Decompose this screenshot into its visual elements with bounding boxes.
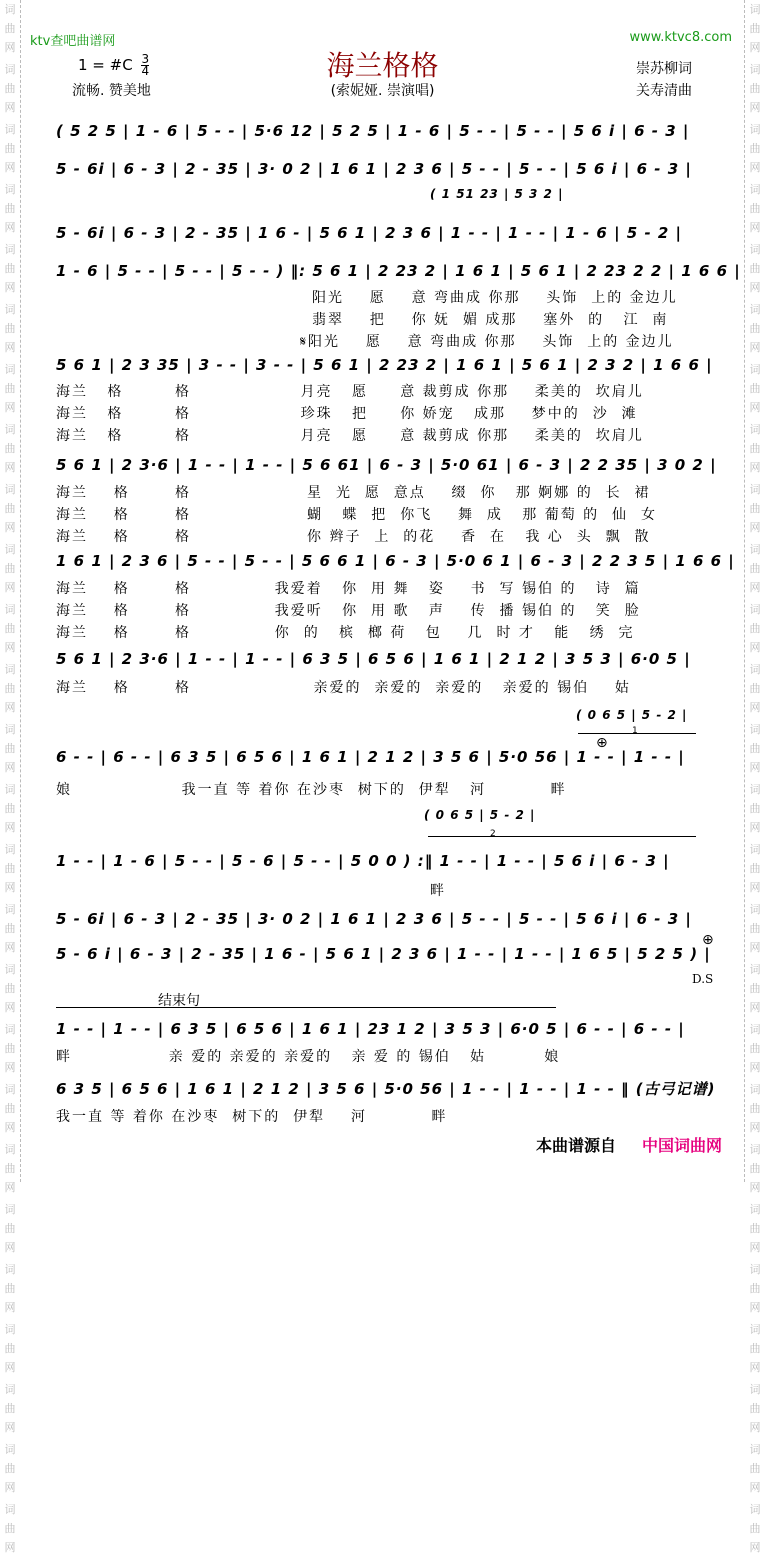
notation-line: 1 6 1 | 2 3 6 | 5 - - | 5 - - | 5 6 6 1 | 6 - 3 | 5·0 6 1 | 6 - 3 | 2 2 3 5 | 1 6 6 | [56, 552, 735, 570]
watermark-char: 曲 [4, 622, 16, 635]
notation-line: 6 3 5 | 6 5 6 | 1 6 1 | 2 1 2 | 3 5 6 | 5·0 56 | 1 - - | 1 - - | 1 - - ‖ (古弓记谱) [56, 1080, 716, 1098]
watermark-char: 词 [4, 243, 16, 256]
watermark-char: 词 [4, 363, 16, 376]
watermark-char: 曲 [749, 262, 761, 275]
notation-line: 5 6 1 | 2 3·6 | 1 - - | 1 - - | 5 6 61 | 6 - 3 | 5·0 61 | 6 - 3 | 2 2 35 | 3 0 2 | [56, 456, 717, 474]
watermark-char: 网 [749, 281, 761, 294]
watermark-char: 曲 [749, 502, 761, 515]
watermark-char: 词 [749, 1503, 761, 1516]
watermark-char: 曲 [749, 1042, 761, 1055]
notation-line: 1 - 6 | 5 - - | 5 - - | 5 - - ) ‖: 5 6 1 | 2 23 2 | 1 6 1 | 5 6 1 | 2 23 2 2 | 1 6 6 | [56, 262, 741, 280]
watermark-char: 词 [4, 123, 16, 136]
lyrics-line: 娘 我一直 等 着你 在沙枣 树下的 伊犁 河 畔 [56, 782, 567, 798]
watermark-char: 词 [4, 1023, 16, 1036]
watermark-char: 网 [749, 941, 761, 954]
watermark-char: 曲 [749, 1402, 761, 1415]
notation-line: ( 0 6 5 | 5 - 2 | [576, 708, 688, 722]
lyrics-line: 海兰 格 格 月亮 愿 意 裁剪成 你那 柔美的 坎肩儿 [56, 428, 644, 444]
watermark-char: 网 [749, 581, 761, 594]
watermark-char: 网 [749, 1181, 761, 1194]
watermark-char: 词 [4, 1263, 16, 1276]
watermark-char: 词 [749, 123, 761, 136]
notation-line: 5 6 1 | 2 3 35 | 3 - - | 3 - - | 5 6 1 | 2 23 2 | 1 6 1 | 5 6 1 | 2 3 2 | 1 6 6 | [56, 356, 713, 374]
watermark-char: 词 [4, 423, 16, 436]
notation-line: ( 1 51 23 | 5 3 2 | [430, 187, 564, 201]
watermark-char: 曲 [4, 22, 16, 35]
watermark-char: 词 [4, 1323, 16, 1336]
watermark-char: 词 [749, 543, 761, 556]
watermark-char: 曲 [749, 802, 761, 815]
watermark-char: 网 [749, 401, 761, 414]
lyrics-line: 海兰 格 格 你 的 槟 榔 荷 包 几 时 才 能 绣 完 [56, 625, 635, 641]
notation-line: 5 - 6i | 6 - 3 | 2 - 35 | 3· 0 2 | 1 6 1 | 2 3 6 | 5 - - | 5 - - | 5 6 i | 6 - 3 | [56, 910, 692, 928]
watermark-char: 曲 [749, 922, 761, 935]
watermark-char: 词 [749, 603, 761, 616]
watermark-char: 网 [749, 521, 761, 534]
watermark-char: 曲 [749, 1162, 761, 1175]
watermark-char: 词 [4, 303, 16, 316]
right-margin-watermark [744, 0, 765, 1554]
watermark-char: 网 [749, 161, 761, 174]
watermark-char: 网 [4, 581, 16, 594]
watermark-char: 词 [749, 1323, 761, 1336]
watermark-char: 曲 [4, 802, 16, 815]
watermark-char: 词 [749, 783, 761, 796]
watermark-char: 网 [4, 1301, 16, 1314]
watermark-char: 曲 [4, 1402, 16, 1415]
watermark-char: 曲 [749, 562, 761, 575]
watermark-char: 曲 [4, 862, 16, 875]
notation-line: 5 - 6i | 6 - 3 | 2 - 35 | 3· 0 2 | 1 6 1 | 2 3 6 | 5 - - | 5 - - | 5 6 i | 6 - 3 | [56, 160, 692, 178]
notation-line: 1 - - | 1 - - | 6 3 5 | 6 5 6 | 1 6 1 | 23 1 2 | 3 5 3 | 6·0 5 | 6 - - | 6 - - | [56, 1020, 685, 1038]
watermark-char: 词 [749, 663, 761, 676]
notation-line: 5 - 6i | 6 - 3 | 2 - 35 | 1 6 - | 5 6 1 | 2 3 6 | 1 - - | 1 - - | 1 - 6 | 5 - 2 | [56, 224, 683, 242]
watermark-char: 网 [749, 1241, 761, 1254]
watermark-char: 曲 [749, 982, 761, 995]
source-label: 本曲谱源自 [536, 1136, 617, 1155]
watermark-char: 词 [4, 783, 16, 796]
watermark-char: 网 [749, 821, 761, 834]
volta-2-label: 2 [490, 829, 496, 839]
watermark-char: 网 [749, 101, 761, 114]
watermark-char: 网 [4, 101, 16, 114]
watermark-char: 词 [749, 1383, 761, 1396]
watermark-char: 网 [4, 1481, 16, 1494]
watermark-char: 曲 [749, 622, 761, 635]
watermark-char: 网 [749, 641, 761, 654]
watermark-char: 网 [4, 161, 16, 174]
lyricist-credit: 崇苏柳词 [636, 61, 692, 77]
watermark-char: 网 [4, 701, 16, 714]
notation-line: 6 - - | 6 - - | 6 3 5 | 6 5 6 | 1 6 1 | 2 1 2 | 3 5 6 | 5·0 56 | 1 - - | 1 - - | [56, 748, 685, 766]
watermark-char: 网 [4, 1361, 16, 1374]
time-signature: $\frac{3}{4}$ [141, 52, 150, 78]
watermark-char: 词 [4, 183, 16, 196]
watermark-char: 曲 [749, 202, 761, 215]
coda-icon: ⊕ [702, 932, 714, 948]
watermark-char: 曲 [4, 82, 16, 95]
watermark-char: 曲 [749, 1462, 761, 1475]
watermark-char: 词 [749, 243, 761, 256]
watermark-char: 词 [4, 663, 16, 676]
watermark-char: 词 [4, 723, 16, 736]
watermark-char: 词 [4, 1083, 16, 1096]
watermark-char: 网 [4, 1541, 16, 1554]
watermark-char: 网 [4, 1001, 16, 1014]
watermark-char: 网 [4, 1181, 16, 1194]
key-label: 1 = #C [78, 56, 133, 74]
watermark-char: 曲 [4, 922, 16, 935]
watermark-char: 曲 [4, 322, 16, 335]
watermark-char: 曲 [4, 1102, 16, 1115]
watermark-char: 曲 [4, 142, 16, 155]
watermark-char: 网 [749, 701, 761, 714]
watermark-char: 曲 [749, 1102, 761, 1115]
watermark-char: 词 [4, 1383, 16, 1396]
watermark-char: 词 [749, 63, 761, 76]
watermark-char: 词 [749, 1203, 761, 1216]
watermark-char: 网 [4, 221, 16, 234]
watermark-char: 网 [749, 1361, 761, 1374]
watermark-char: 词 [749, 1443, 761, 1456]
watermark-char: 词 [4, 1503, 16, 1516]
watermark-char: 词 [4, 483, 16, 496]
volta-1-label: 1 [632, 726, 638, 736]
watermark-char: 词 [4, 963, 16, 976]
watermark-char: 曲 [4, 1162, 16, 1175]
watermark-char: 词 [4, 903, 16, 916]
watermark-char: 曲 [4, 1522, 16, 1535]
watermark-char: 网 [749, 1121, 761, 1134]
watermark-char: 词 [749, 3, 761, 16]
watermark-char: 词 [749, 723, 761, 736]
lyrics-line: 畔 亲 爱的 亲爱的 亲爱的 亲 爱 的 锡伯 姑 娘 [56, 1049, 561, 1065]
watermark-char: 词 [749, 843, 761, 856]
ending-section-label: 结束句 [158, 993, 200, 1009]
watermark-char: 网 [4, 341, 16, 354]
watermark-char: 词 [749, 303, 761, 316]
watermark-char: 曲 [749, 382, 761, 395]
watermark-char: 词 [749, 1023, 761, 1036]
watermark-char: 词 [749, 183, 761, 196]
watermark-char: 曲 [4, 262, 16, 275]
watermark-char: 曲 [749, 862, 761, 875]
watermark-char: 曲 [749, 22, 761, 35]
watermark-char: 曲 [749, 322, 761, 335]
watermark-char: 曲 [749, 442, 761, 455]
watermark-char: 词 [4, 63, 16, 76]
watermark-char: 网 [4, 1061, 16, 1074]
watermark-char: 曲 [4, 1222, 16, 1235]
watermark-char: 网 [4, 521, 16, 534]
site-url-right[interactable]: www.ktvc8.com [629, 30, 732, 45]
lyrics-line: 海兰 格 格 月亮 愿 意 裁剪成 你那 柔美的 坎肩儿 [56, 384, 644, 400]
lyrics-line: 翡翠 把 你 妩 媚 成那 塞外 的 江 南 [312, 312, 669, 328]
watermark-char: 网 [4, 41, 16, 54]
watermark-char: 曲 [4, 1042, 16, 1055]
site-name-left[interactable]: ktv查吧曲谱网 [30, 34, 116, 49]
lyrics-line: 海兰 格 格 亲爱的 亲爱的 亲爱的 亲爱的 锡伯 姑 [56, 680, 631, 696]
lyrics-line: 海兰 格 格 你 辫子 上 的花 香 在 我 心 头 飘 散 [56, 529, 651, 545]
watermark-char: 词 [4, 1203, 16, 1216]
watermark-char: 网 [4, 1241, 16, 1254]
watermark-char: 词 [4, 603, 16, 616]
lyrics-line: 我一直 等 着你 在沙枣 树下的 伊犁 河 畔 [56, 1109, 448, 1125]
watermark-char: 词 [4, 1143, 16, 1156]
dal-segno-label: D.S [692, 972, 714, 986]
watermark-char: 词 [4, 1443, 16, 1456]
watermark-char: 网 [4, 1121, 16, 1134]
watermark-char: 网 [749, 1061, 761, 1074]
volta-2-bracket [428, 836, 696, 837]
watermark-char: 网 [749, 1541, 761, 1554]
lyrics-line: 阳光 愿 意 弯曲成 你那 头饰 上的 金边儿 [312, 290, 678, 306]
watermark-char: 词 [749, 483, 761, 496]
lyrics-line: 海兰 格 格 星 光 愿 意点 缀 你 那 婀娜 的 长 裙 [56, 485, 651, 501]
lyrics-line: 畔 [430, 883, 446, 899]
coda-icon: ⊕ [596, 735, 608, 751]
watermark-char: 网 [4, 401, 16, 414]
watermark-char: 词 [749, 963, 761, 976]
watermark-char: 词 [749, 1263, 761, 1276]
watermark-char: 曲 [4, 442, 16, 455]
notation-line: ( 5 2 5 | 1 - 6 | 5 - - | 5·6 12 | 5 2 5 | 1 - 6 | 5 - - | 5 - - | 5 6 i | 6 - 3 | [56, 122, 690, 140]
watermark-char: 曲 [4, 982, 16, 995]
watermark-char: 曲 [4, 502, 16, 515]
watermark-char: 曲 [4, 682, 16, 695]
watermark-char: 曲 [749, 1222, 761, 1235]
composer-credit: 关寿清曲 [636, 83, 692, 99]
watermark-char: 网 [749, 461, 761, 474]
watermark-char: 曲 [4, 1282, 16, 1295]
lyrics-line: 海兰 格 格 珍珠 把 你 娇宠 成那 梦中的 沙 滩 [56, 406, 638, 422]
watermark-char: 词 [749, 1083, 761, 1096]
watermark-char: 网 [4, 281, 16, 294]
watermark-char: 曲 [749, 1282, 761, 1295]
watermark-char: 曲 [749, 1522, 761, 1535]
notation-line: 1 - - | 1 - 6 | 5 - - | 5 - 6 | 5 - - | 5 0 0 ) :‖ 1 - - | 1 - - | 5 6 i | 6 - 3 | [56, 852, 670, 870]
watermark-char: 网 [749, 1001, 761, 1014]
watermark-char: 网 [4, 941, 16, 954]
singer-credit: (索妮娅. 崇演唱) [330, 83, 435, 99]
tempo-marking: 流畅. 赞美地 [72, 83, 151, 99]
watermark-char: 词 [749, 903, 761, 916]
watermark-char: 网 [749, 1301, 761, 1314]
watermark-char: 网 [4, 821, 16, 834]
source-site-link[interactable]: 中国词曲网 [642, 1136, 723, 1155]
watermark-char: 曲 [749, 682, 761, 695]
watermark-char: 网 [749, 761, 761, 774]
watermark-char: 网 [4, 461, 16, 474]
watermark-char: 曲 [4, 202, 16, 215]
watermark-char: 网 [749, 341, 761, 354]
watermark-char: 曲 [749, 742, 761, 755]
lyrics-line: 𝄋阳光 愿 意 弯曲成 你那 头饰 上的 金边儿 [300, 334, 674, 350]
lyrics-line: 海兰 格 格 我爱着 你 用 舞 姿 书 写 锡伯 的 诗 篇 [56, 581, 641, 597]
watermark-char: 曲 [4, 382, 16, 395]
watermark-char: 曲 [4, 562, 16, 575]
song-title: 海兰格格 [326, 49, 439, 82]
lyrics-line: 海兰 格 格 我爱听 你 用 歌 声 传 播 锡伯 的 笑 脸 [56, 603, 641, 619]
watermark-char: 曲 [4, 1462, 16, 1475]
watermark-char: 曲 [749, 142, 761, 155]
watermark-char: 网 [4, 641, 16, 654]
notation-line: ( 0 6 5 | 5 - 2 | [424, 808, 536, 822]
watermark-char: 词 [4, 3, 16, 16]
watermark-char: 网 [4, 1421, 16, 1434]
watermark-char: 网 [4, 761, 16, 774]
watermark-char: 网 [4, 881, 16, 894]
watermark-char: 词 [4, 543, 16, 556]
watermark-char: 词 [749, 363, 761, 376]
watermark-char: 词 [749, 1143, 761, 1156]
notation-line: 5 - 6 i | 6 - 3 | 2 - 35 | 1 6 - | 5 6 1 | 2 3 6 | 1 - - | 1 - - | 1 6 5 | 5 2 5 ) | [56, 945, 711, 963]
watermark-char: 词 [4, 843, 16, 856]
lyrics-line: 海兰 格 格 蝴 蝶 把 你飞 舞 成 那 葡萄 的 仙 女 [56, 507, 657, 523]
watermark-char: 曲 [4, 742, 16, 755]
watermark-char: 曲 [4, 1342, 16, 1355]
ending-bracket [56, 1007, 556, 1008]
watermark-char: 网 [749, 1421, 761, 1434]
watermark-char: 网 [749, 41, 761, 54]
watermark-char: 网 [749, 1481, 761, 1494]
watermark-char: 曲 [749, 1342, 761, 1355]
watermark-char: 网 [749, 221, 761, 234]
watermark-char: 词 [749, 423, 761, 436]
watermark-char: 曲 [749, 82, 761, 95]
watermark-char: 网 [749, 881, 761, 894]
notation-line: 5 6 1 | 2 3·6 | 1 - - | 1 - - | 6 3 5 | 6 5 6 | 1 6 1 | 2 1 2 | 3 5 3 | 6·0 5 | [56, 650, 691, 668]
left-margin-watermark [0, 0, 21, 1554]
